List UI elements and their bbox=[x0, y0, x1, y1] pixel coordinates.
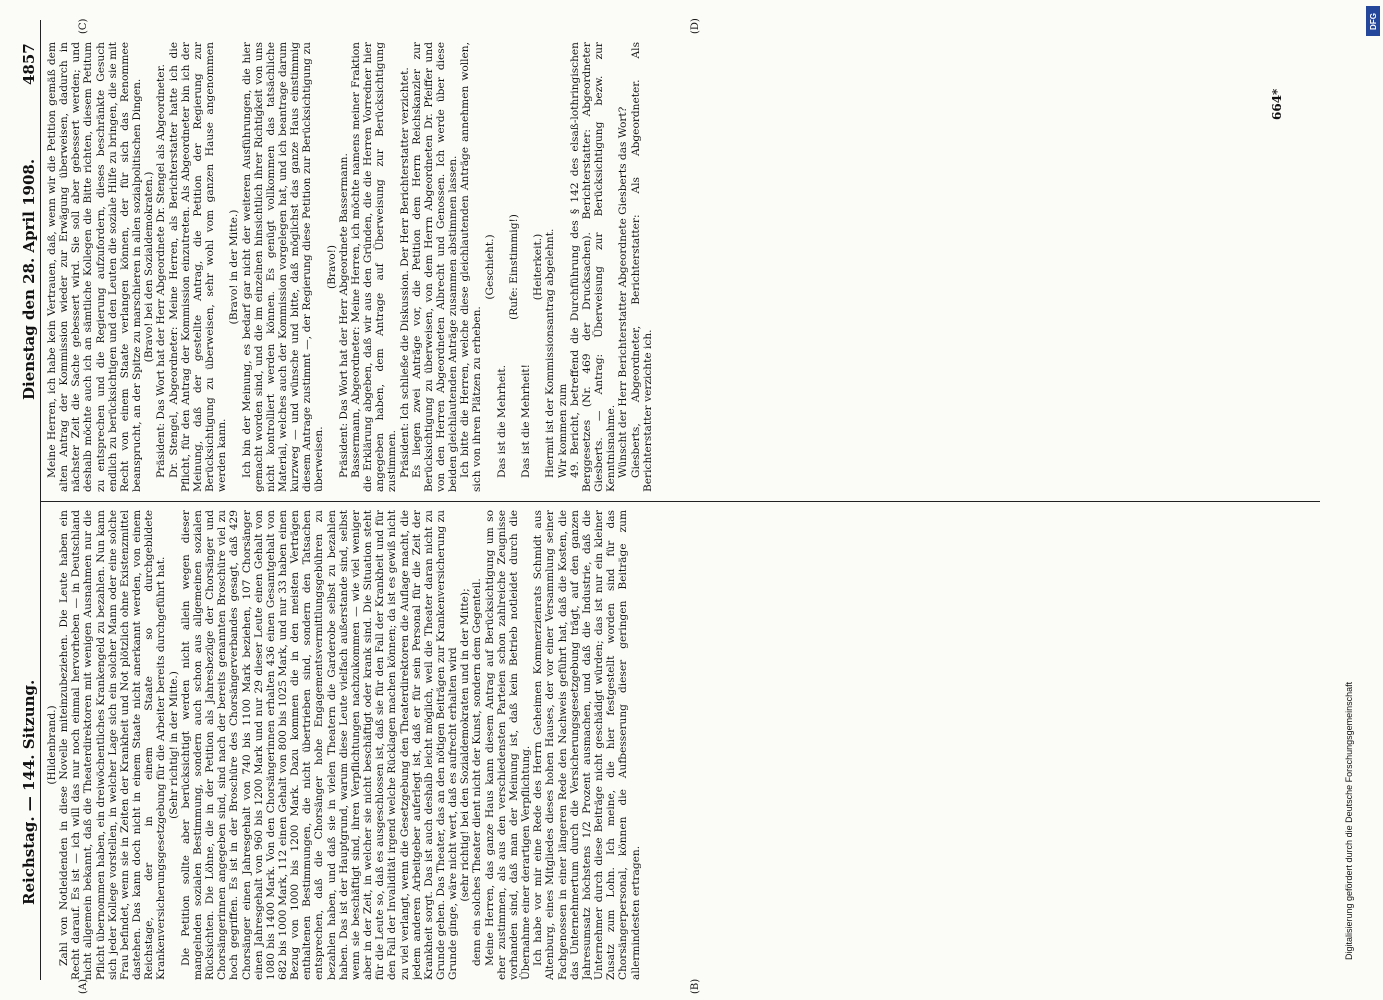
left-column-paragraph: denn ein solches Theater dient nicht der Kunst, sondern dem Gegenteil. bbox=[471, 578, 484, 966]
right-column-paragraph: Das ist die Mehrheit! bbox=[520, 364, 533, 478]
right-column-paragraph: Hiermit ist der Kommissionsantrag abgelehnt. bbox=[544, 228, 557, 478]
right-column-paragraph: (Heiterkeit.) bbox=[532, 233, 545, 301]
header-rule bbox=[40, 20, 41, 980]
right-column-paragraph: Präsident: Das Wort hat der Herr Abgeordnete Bassermann. bbox=[337, 153, 350, 478]
header-left-title: Reichstag. — 144. Sitzung. bbox=[20, 679, 38, 905]
dfg-logo bbox=[1366, 6, 1380, 36]
left-column-paragraph: (Sehr richtig! in der Mitte.) bbox=[167, 671, 180, 819]
left-column-paragraph: Zahl von Notleidenden in diese Novelle miteinzubeziehen. Die Leute haben ein Recht darauf. Es ist — ich will das nur noch einmal hervorheben — in Deutschland nicht allgemein bekannt, daß die Theaterdirektoren mit wenigen Ausnahmen nur die Pflicht übernommen haben, ein dreiwöchentliches Krankengeld zu bezahlen. Nun kann sich jeder Kollege vorstellen, in welcher Lage sich ein solcher Mann oder eine solche Frau befindet, wenn sie in Zeiten der Krankheit und Not plötzlich ohne Existenzmittel dastehen. Das kann doch nicht in einem Staate nicht anerkannt werden, von einem Reichstage, der in einem Staate so durchgebildete Krankenversicherungsgesetzgebung für die Arbeiter bereits durchgeführt hat. bbox=[58, 510, 168, 980]
right-column-paragraph: Ich bin der Meinung, es bedarf gar nicht der weiteren Ausführungen, die hier gemacht worden sind, und die im einzelnen hinsichtlich ihrer Richtigkeit von uns nicht kontrolliert werden können. Es genügt vollkommen das tatsächliche Material, welches auch der Kommission vorgelegen hat, und ich beantrage darum kurzweg — und wünsche und bitte, daß möglichst das ganze Haus einstimmig diesem Antrage zustimmt —, der Regierung diese Petition zur Berücksichtigung zu überweisen. bbox=[240, 42, 326, 492]
right-column-paragraph: Giesberts, Abgeordneter, Berichterstatter: Als Abgeordneter. Als Berichterstatter verzichte ich. bbox=[629, 42, 654, 492]
marker-b: (B) bbox=[690, 978, 701, 994]
marker-a: (A) bbox=[78, 978, 89, 994]
digitization-note bbox=[1344, 20, 1354, 980]
left-column-paragraph: (sehr richtig! bei den Sozialdemokraten und in der Mitte); bbox=[459, 588, 472, 902]
right-column-paragraph: Dr. Stengel, Abgeordneter: Meine Herren, als Berichterstatter hatte ich die Pflicht, für den Antrag der Kommission einzutreten. Als Abgeordneter bin ich der Meinung, daß der gestellte Antrag, die Petition der Regierung zur Berücksichtigung zu überweisen, sehr wohl vom ganzen Hause angenommen werden kann. bbox=[167, 42, 229, 492]
left-column-paragraph: (Hildenbrand.) bbox=[46, 705, 58, 785]
marker-d: (D) bbox=[690, 18, 701, 34]
right-column bbox=[46, 42, 1316, 492]
signature-mark: 664* bbox=[1270, 88, 1284, 120]
right-column-paragraph: Das ist die Mehrheit. bbox=[495, 365, 508, 478]
right-column-paragraph: Wir kommen zum bbox=[556, 383, 569, 478]
right-column-paragraph: (Rufe: Einstimmig!) bbox=[507, 214, 520, 320]
page-number: 4857 bbox=[20, 43, 38, 85]
right-column-paragraph: Ich bitte die Herren, welche diese gleichlautenden Anträge annehmen wollen, sich von ihren Plätzen zu erheben. bbox=[459, 42, 484, 492]
digitization-note-text: Digitalisierung gefördert durch die Deutsche Forschungsgemeinschaft bbox=[1344, 681, 1354, 960]
right-column-paragraph: Es liegen zwei Anträge vor, die Petition dem Herrn Reichskanzler zur Berücksichtigung zu überweisen, von dem Herrn Abgeordneten Dr. Pfeiffer und von den Herren Abgeordneten Albrecht und Genossen. Ich werde über diese beiden gleichlautenden Anträge zusammen abstimmen lassen. bbox=[410, 42, 460, 492]
right-column-paragraph: (Bravo! bei den Sozialdemokraten.) bbox=[143, 171, 156, 363]
right-column-paragraph: (Bravo!) bbox=[325, 244, 338, 290]
right-column-paragraph: (Geschieht.) bbox=[483, 234, 496, 300]
right-column-paragraph: 49. Bericht, betreffend die Durchführung des § 142 des elsaß-lothringischen Berggesetzes (Nr. 469 der Drucksachen). Berichterstatter: Abgeordneter Giesberts. — Antrag: Überweisung zur Berücksichtigung bezw. zur Kenntnisnahme. bbox=[568, 42, 618, 492]
left-column-paragraph: Ich habe vor mir eine Rede des Herrn Geheimen Kommerzienrats Schmidt aus Altenburg, eines Mitgliedes dieses hohen Hauses, der vor einer Versammlung seiner Fachgenossen in einer längeren Rede den Nachweis geführt hat, daß die Kosten, die das Unternehmertum durch die Versicherungsgesetzgebung trägt, auf den ganzen Jahresumsatz höchstens 1/2 Prozent ausmachen, und daß die Industrie, daß die Unternehmer durch diese Beiträge nicht geschädigt würden; das ist nur ein kleiner Zusatz zum Lohn. Ich meine, die hier festgestellt worden sind für das Chorsängerpersonal, können die Aufbesserung dieser geringen Beiträge zum allermindesten ertragen. bbox=[532, 510, 642, 980]
left-column-paragraph: Meine Herren, das ganze Haus kann diesem Antrag auf Berücksichtigung um so eher zustimmen, als aus den verschiedensten Parteien schon zahlreiche Zeugnisse vorhanden sind, daß man der Meinung ist, daß kein Betrieb notleidet durch die Übernahme einer derartigen Verpflichtung. bbox=[483, 510, 533, 980]
marker-c: (C) bbox=[78, 18, 89, 34]
dfg-logo-text: DFG bbox=[1368, 12, 1378, 30]
right-column-paragraph: (Bravo! in der Mitte.) bbox=[228, 209, 241, 325]
column-divider bbox=[40, 501, 1320, 502]
left-column-paragraph: Die Petition sollte aber berücksichtigt werden nicht allein wegen dieser mangelnden sozialen Bestimmung, sondern auch schon aus allgemeinen sozialen Rücksichten. Die Löhne, die in der Petition als Jahresbezüge der Chorsänger und Chorsängerinnen angegeben sind, sind nach der bereits genannten Broschüre viel zu hoch gegriffen. Es ist in der Broschüre des Chorsängerverbandes gesagt, daß 429 Chorsänger einen Jahresgehalt von 740 bis 1100 Mark beziehen, 107 Chorsänger einen Jahresgehalt von 960 bis 1200 Mark und nur 29 dieser Leute einen Gehalt von 1080 bis 1400 Mark. Von den Chorsängerinnen erhalten 436 einen Gesamtgehalt von 682 bis 1000 Mark, 112 einen Gehalt von 800 bis 1025 Mark, und nur 33 haben einen Bezug von 1000 bis 1200 Mark. Dazu kommen die in den meisten Verträgen enthaltenen Bestimmungen, die nicht übertrieben sind, sondern den Tatsachen entsprechen, daß die Chorsänger hohe Engagementsvermittlungsgebühren zu bezahlen haben, und daß sie in vielen Theatern die Garderobe selbst zu bezahlen haben. Das ist der Hauptgrund, warum diese Leute vielfach außerstande sind, selbst wenn sie beschäftigt sind, ihren Verpflichtungen nachzukommen — wie viel weniger aber in der Zeit, in welcher sie nicht beschäftigt oder krank sind. Die Situation steht für die Leute so, daß es ausgeschlossen ist, daß sie für den Fall der Krankheit und für den Fall der Invalidität irgend welche Rücklagen machen können; da ist es gewiß nicht zu viel verlangt, wenn die Gesetzgebung den Theaterdirektoren die Auflage macht, die jedem anderen Arbeitgeber auferlegt ist, daß er für sein Personal für die Zeit der Krankheit sorgt. Das ist auch deshalb leicht möglich, weil die Theater daran nicht zu Grunde gehen. Das Theater, das an den nötigen Beiträgen zur Krankenversicherung zu Grunde ginge, wäre nicht wert, daß es aufrecht erhalten wird bbox=[179, 510, 460, 980]
right-column-paragraph: Wünscht der Herr Berichterstatter Abgeordnete Giesberts das Wort? bbox=[617, 106, 630, 478]
right-column-paragraph: Präsident: Ich schließe die Diskussion. Der Herr Berichterstatter verzichtet. bbox=[398, 67, 411, 478]
header-right-title: Dienstag den 28. April 1908. bbox=[20, 158, 38, 400]
right-column-paragraph: Präsident: Das Wort hat der Herr Abgeordnete Dr. Stengel als Abgeordneter. bbox=[155, 64, 168, 478]
right-column-paragraph: Bassermann, Abgeordneter: Meine Herren, ich möchte namens meiner Fraktion die Erklärung abgeben, daß wir aus den Gründen, die die Herren Vorredner hier angegeben haben, dem Antrage auf Überweisung zur Berücksichtigung zustimmen. bbox=[349, 42, 399, 492]
right-column-paragraph: Meine Herren, ich habe kein Vertrauen, daß, wenn wir die Petition gemäß dem alten Antrag der Kommission wieder zur Erwägung überweisen, dadurch in nächster Zeit die Sache gebessert wird. Sie soll aber gebessert werden; und deshalb möchte auch ich an sämtliche Kollegen die Bitte richten, diesem Petitum zu entsprechen und die Regierung aufzufordern, dieses beschränkte Gesuch endlich zu berücksichtigen und den Leuten die soziale Hilfe zu bringen, die sie mit Recht von einem Staate verlangen können, der für sich das Renommee beansprucht, an der Spitze zu marschieren in allen sozialpolitischen Dingen. bbox=[46, 42, 144, 492]
left-column bbox=[46, 510, 1316, 980]
